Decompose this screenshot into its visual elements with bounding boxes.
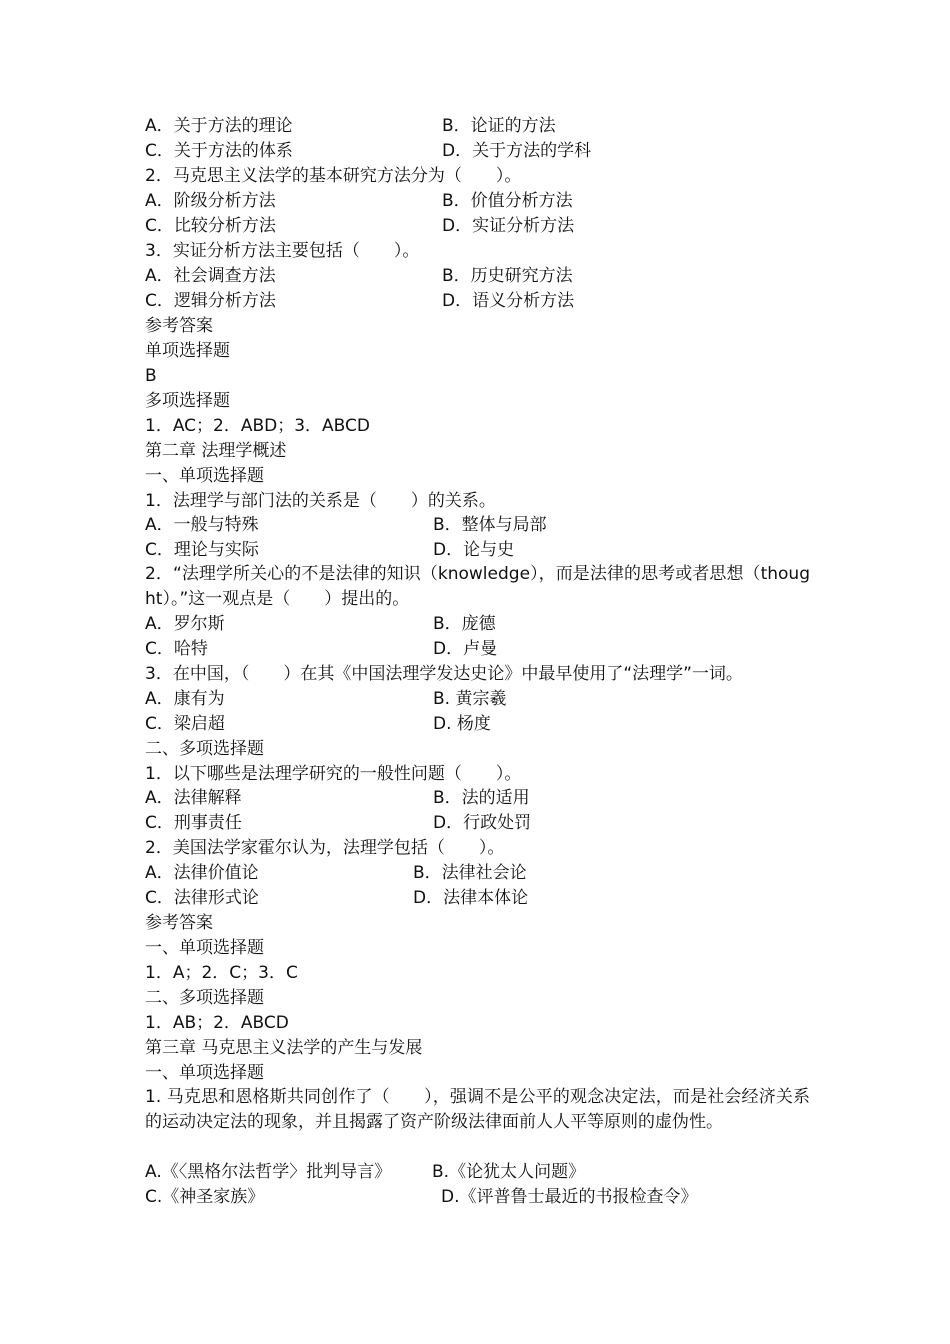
option-b: B．庞德 [433,614,496,634]
question: 3．实证分析方法主要包括（ ）。 [145,241,420,261]
option-c: C．梁启超 [145,714,225,734]
option-b: B．论证的方法 [442,116,556,136]
option-a: A.《〈黑格尔法哲学〉批判导言》 [145,1162,392,1182]
option-a: A．一般与特殊 [145,515,259,535]
option-c: C．法律形式论 [145,888,259,908]
answer-heading: 参考答案 [145,913,213,933]
answer-line: 1．AB；2．ABCD [145,1013,289,1033]
option-row [145,189,825,213]
option-row [145,264,825,288]
option-d: D．法律本体论 [413,888,529,908]
option-row [145,612,825,636]
option-b: B．法的适用 [433,788,530,808]
option-d: D．语义分析方法 [442,291,575,311]
option-b: B. 黄宗羲 [433,689,507,709]
section-heading: 一、单项选择题 [145,1063,264,1083]
option-row [145,886,825,910]
option-c: C．哈特 [145,639,208,659]
option-a: A．关于方法的理论 [145,116,293,136]
chapter-title: 第二章 法理学概述 [145,441,287,461]
option-a: A．社会调查方法 [145,266,276,286]
question: 3．在中国，（ ）在其《中国法理学发达史论》中最早使用了“法理学”一词。 [145,664,743,684]
section-heading: 二、多项选择题 [145,988,264,1008]
answer-heading: 参考答案 [145,316,213,336]
option-row [145,289,825,313]
option-c: C．刑事责任 [145,813,242,833]
option-row [145,811,825,835]
chapter-title: 第三章 马克思主义法学的产生与发展 [145,1038,423,1058]
option-row [145,114,825,138]
option-row [145,1185,825,1209]
option-row [145,1160,825,1184]
option-d: D. 杨度 [433,714,491,734]
option-d: D．行政处罚 [433,813,532,833]
question: 2．“法理学所关心的不是法律的知识（knowledge），而是法律的思考或者思想（thought）。”这一观点是（ ）提出的。 [145,564,810,609]
question: 1. 马克思和恩格斯共同创作了（ ），强调不是公平的观念决定法，而是社会经济关系的运动决定法的现象，并且揭露了资产阶级法律面前人人平等原则的虚伪性。 [145,1087,810,1132]
option-row [145,637,825,661]
option-d: D．实证分析方法 [442,216,575,236]
option-b: B．整体与局部 [433,515,547,535]
section-heading: 单项选择题 [145,341,230,361]
option-d: D．卢曼 [433,639,498,659]
option-c: C．逻辑分析方法 [145,291,276,311]
option-c: C．关于方法的体系 [145,141,293,161]
option-row [145,513,825,537]
option-b: B.《论犹太人问题》 [432,1162,586,1182]
question: 2．马克思主义法学的基本研究方法分为（ ）。 [145,166,522,186]
option-row [145,214,825,238]
option-d: D．关于方法的学科 [442,141,592,161]
option-b: B．法律社会论 [413,863,527,883]
option-a: A．法律解释 [145,788,242,808]
option-b: B．价值分析方法 [442,191,573,211]
option-row [145,786,825,810]
option-c: C．理论与实际 [145,540,259,560]
option-d: D．论与史 [433,540,515,560]
section-heading: 多项选择题 [145,391,230,411]
question: 2．美国法学家霍尔认为，法理学包括（ ）。 [145,838,505,858]
option-a: A．罗尔斯 [145,614,225,634]
option-row [145,538,825,562]
option-d: D.《评普鲁士最近的书报检查令》 [441,1187,698,1207]
question: 1．以下哪些是法理学研究的一般性问题（ ）。 [145,764,522,784]
question: 1．法理学与部门法的关系是（ ）的关系。 [145,491,496,511]
section-heading: 一、单项选择题 [145,938,264,958]
option-a: A．康有为 [145,689,225,709]
answer-line: B [145,366,157,386]
option-c: C．比较分析方法 [145,216,276,236]
section-heading: 二、多项选择题 [145,739,264,759]
option-row [145,139,825,163]
option-row [145,712,825,736]
option-b: B．历史研究方法 [442,266,573,286]
option-a: A．阶级分析方法 [145,191,276,211]
option-c: C.《神圣家族》 [145,1187,265,1207]
option-a: A．法律价值论 [145,863,259,883]
section-heading: 一、单项选择题 [145,466,264,486]
answer-line: 1．A；2．C；3．C [145,963,298,983]
option-row [145,687,825,711]
answer-line: 1．AC；2．ABD；3．ABCD [145,416,370,436]
option-row [145,861,825,885]
